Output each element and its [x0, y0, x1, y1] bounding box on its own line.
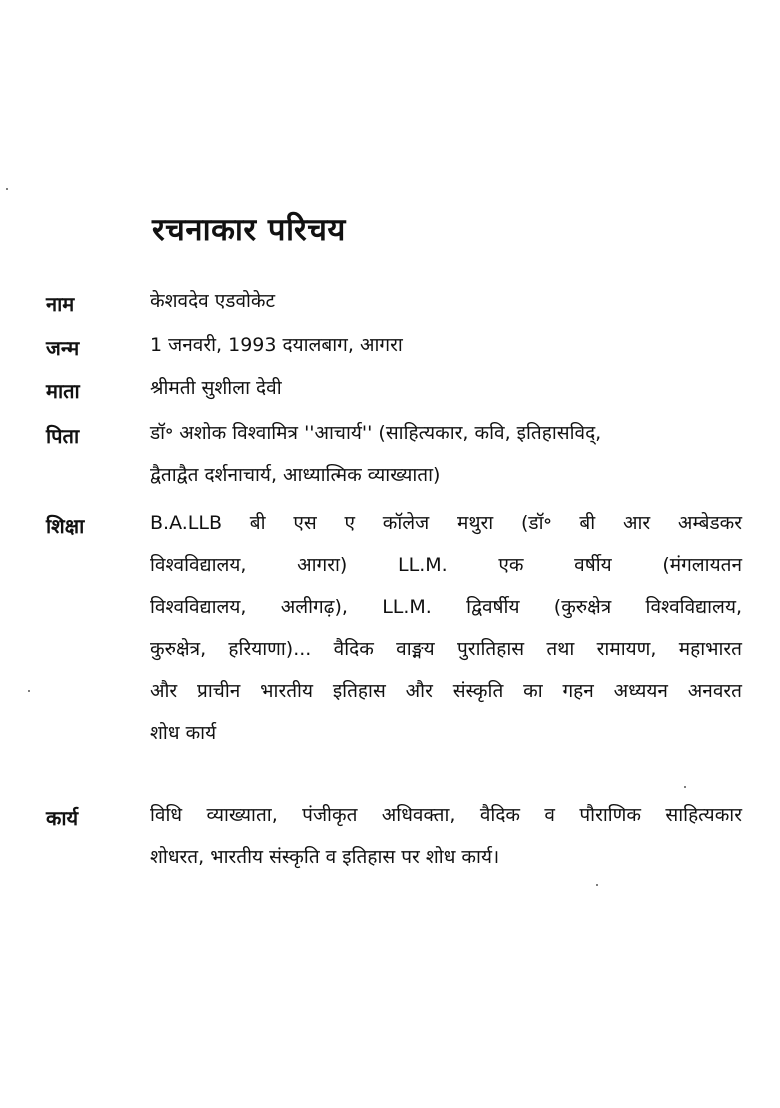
- scan-speck: [684, 786, 686, 788]
- scan-speck: [6, 188, 8, 190]
- text-line: द्वैताद्वैत दर्शनाचार्य, आध्यात्मिक व्याख्याता): [150, 464, 441, 486]
- entry-value-father: [150, 412, 742, 496]
- entry-label-education: शिक्षा: [46, 514, 85, 538]
- entry-value-birth: [150, 324, 742, 366]
- scan-speck: [596, 884, 598, 886]
- entry-label-father: पिता: [46, 424, 80, 448]
- text-line: विश्वविद्यालय, अलीगढ़), LL.M. द्विवर्षीय (कुरुक्षेत्र विश्वविद्यालय,: [150, 596, 742, 618]
- entry-label-work: कार्य: [46, 806, 79, 830]
- text-line: विधि व्याख्याता, पंजीकृत अधिवक्ता, वैदिक व पौराणिक साहित्यकार: [150, 804, 742, 826]
- text-line: शोधरत, भारतीय संस्कृति व इतिहास पर शोध कार्य।: [150, 846, 500, 868]
- text-line: केशवदेव एडवोकेट: [150, 290, 276, 312]
- entry-value-work: [150, 794, 742, 878]
- text-line: श्रीमती सुशीला देवी: [150, 377, 282, 399]
- entry-label-name: नाम: [46, 292, 75, 316]
- text-line: शोध कार्य: [150, 722, 217, 744]
- text-line: विश्वविद्यालय, आगरा) LL.M. एक वर्षीय (मंगलायतन: [150, 554, 742, 576]
- text-line: और प्राचीन भारतीय इतिहास और संस्कृति का गहन अध्ययन अनवरत: [150, 680, 742, 702]
- text-line: B.A.LLB बी एस ए कॉलेज मथुरा (डॉ॰ बी आर अम्बेडकर: [150, 512, 742, 534]
- page-title: रचनाकार परिचय: [152, 212, 346, 248]
- text-line: कुरुक्षेत्र, हरियाणा)... वैदिक वाङ्मय पुरातिहास तथा रामायण, महाभारत: [150, 638, 742, 660]
- entry-value-mother: [150, 367, 742, 409]
- entry-label-mother: माता: [46, 379, 80, 403]
- entry-value-name: [150, 280, 742, 322]
- scan-speck: [28, 690, 30, 692]
- text-line: 1 जनवरी, 1993 दयालबाग, आगरा: [150, 334, 403, 356]
- text-line: डॉ॰ अशोक विश्वामित्र ''आचार्य'' (साहित्यकार, कवि, इतिहासविद्,: [150, 422, 602, 444]
- entry-label-birth: जन्म: [46, 336, 80, 360]
- entry-value-education: [150, 502, 742, 754]
